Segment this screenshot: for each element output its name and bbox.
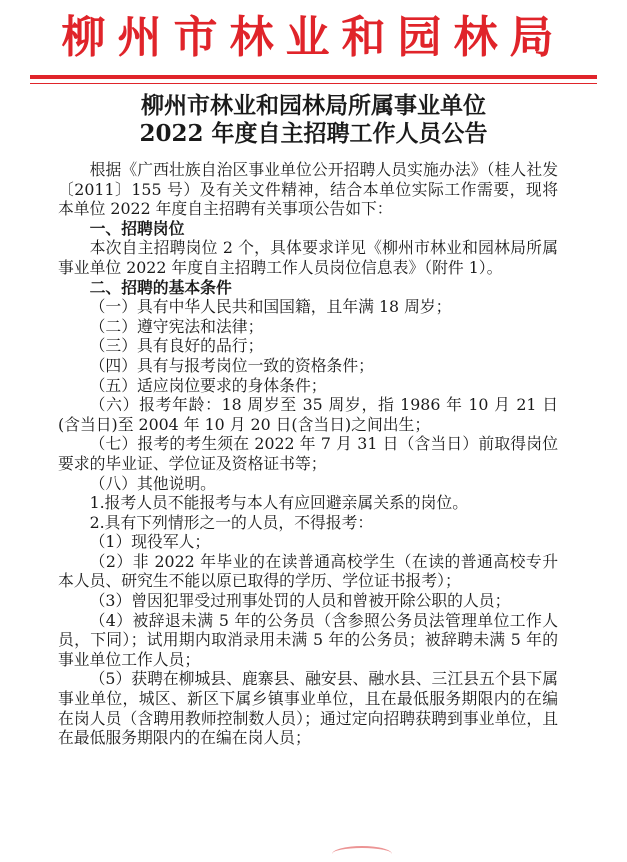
- condition-item: （八）其他说明。: [89, 473, 216, 493]
- condition-item: （四）具有与报考岗位一致的资格条件；: [89, 355, 374, 375]
- section-1-text: 本次自主招聘岗位 2 个，具体要求详见《柳州市林业和园林局所属事业单位 2022 年度自主招聘工作人员岗位信息表》（附件 1）。: [58, 238, 558, 277]
- section-2-heading: 二、招聘的基本条件: [89, 277, 232, 297]
- announcement-body: [58, 160, 558, 748]
- excluded-item: （5）获聘在柳城县、鹿寨县、融安县、融水县、三江县五个县下属事业单位，城区、新区下属乡镇事业单位，且在最低服务期限内的在编在岗人员（含聘用教师控制数人员）；通过定向招聘获聘到事业单位，且在最低服务期限内的在编在岗人员；: [58, 669, 558, 748]
- excluded-item: （1）现役军人；: [89, 532, 211, 552]
- condition-item: （三）具有良好的品行；: [89, 336, 264, 356]
- condition-item: （五）适应岗位要求的身体条件；: [89, 375, 327, 395]
- announcement-title: [0, 92, 627, 148]
- official-seal-edge: [332, 846, 392, 862]
- condition-item: （七）报考的考生须在 2022 年 7 月 31 日（含当日）前取得岗位要求的毕业证、学位证及资格证书等；: [58, 434, 558, 473]
- organization-header: 柳州市林业和园林局: [61, 12, 566, 63]
- condition-item: （二）遵守宪法和法律；: [89, 316, 264, 336]
- section-1-heading: 一、招聘岗位: [89, 218, 185, 238]
- excluded-item: （4）被辞退未满 5 年的公务员（含参照公务员法管理单位工作人员，下同）；试用期内取消录用未满 5 年的公务员；被辞聘未满 5 年的事业单位工作人员；: [58, 610, 558, 669]
- note-item: 1.报考人员不能报考与本人有应回避亲属关系的岗位。: [89, 493, 468, 513]
- header-divider-thick: [30, 75, 597, 79]
- condition-item: （六）报考年龄：18 周岁至 35 周岁，指 1986 年 10 月 21 日(含当日)至 2004 年 10 月 20 日(含当日)之间出生；: [58, 395, 558, 434]
- header-divider-thin: [30, 83, 597, 84]
- excluded-item: （2）非 2022 年毕业的在读普通高校学生（在读的普通高校专升本人员、研究生不能以原已取得的学历、学位证书报考）；: [58, 551, 558, 591]
- note-item: 2.具有下列情形之一的人员，不得报考：: [89, 512, 374, 532]
- intro-paragraph: 根据《广西壮族自治区事业单位公开招聘人员实施办法》（桂人社发〔2011〕155 号）及有关文件精神，结合本单位实际工作需要，现将本单位 2022 年度自主招聘有关事项公告如下：: [58, 160, 558, 219]
- excluded-item: （3）曾因犯罪受过刑事处罚的人员和曾被开除公职的人员；: [89, 591, 511, 611]
- title-line-1: 柳州市林业和园林局所属事业单位: [141, 92, 486, 119]
- condition-item: （一）具有中华人民共和国国籍，且年满 18 周岁；: [89, 297, 452, 317]
- title-line-2: 2022 年度自主招聘工作人员公告: [139, 120, 488, 147]
